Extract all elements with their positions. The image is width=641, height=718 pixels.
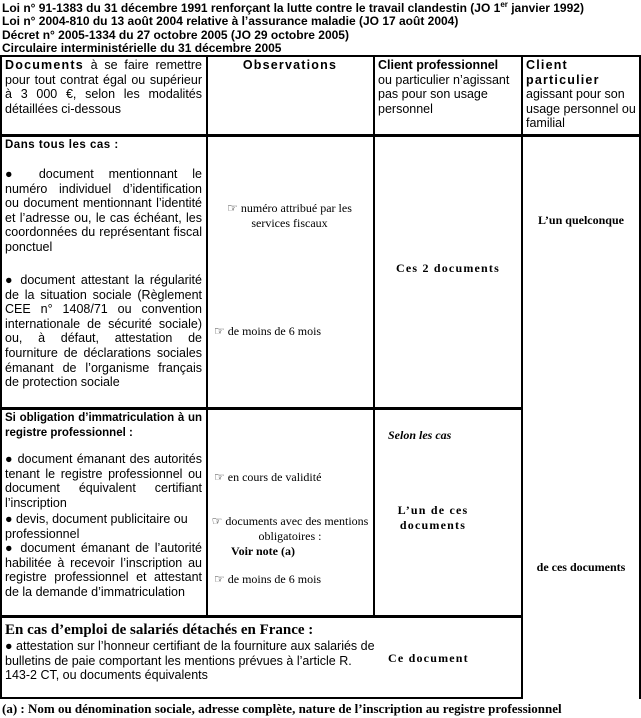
section1-observation-six-months: ☞ de moins de 6 mois	[214, 324, 322, 338]
section1-item-identification: ● document mentionnant le numéro individuel d’identification ou document mentionnant l’identité et l’adresse ou, le cas échéant, les coordonnées du représentant fiscal ponctuel	[5, 167, 202, 254]
law-reference-1: Loi n° 91-1383 du 31 décembre 1991 renforçant la lutte contre le travail clandestin (JO 1er janvier 1992)	[2, 0, 584, 15]
section2-observation-mandatory-mentions: ☞ documents avec des mentions obligatoires :	[211, 514, 369, 543]
section2-title: Si obligation d’immatriculation à un registre professionnel :	[5, 412, 202, 439]
observations-column-header: Observations	[242, 58, 338, 72]
divider-client-pro-client-part	[521, 55, 523, 699]
divider-documents-observations	[206, 55, 208, 617]
divider-observations-client-pro	[373, 55, 375, 617]
section2-item-registration-request: ● document émanant de l’autorité habilitée à recevoir l’inscription au registre professionnel et attestant de la demande d’immatriculation	[5, 541, 202, 599]
section2-observation-validity: ☞ en cours de validité	[214, 470, 322, 484]
section1-bottom-border	[0, 407, 522, 410]
circular-reference: Circulaire interministérielle du 31 décembre 2005	[2, 40, 282, 55]
section3-bottom-border	[0, 697, 522, 699]
client-pro-column-header: Client professionnel ou particulier n’agissant pas pour son usage personnel	[378, 58, 510, 116]
section2-client-pro-note: Selon les cas	[388, 428, 452, 442]
header-bottom-border	[0, 134, 641, 137]
table-top-border	[0, 55, 641, 57]
section1-client-part-value: L’un quelconque	[538, 213, 624, 227]
section2-item-registry-document: ● document émanant des autorités tenant le registre professionnel ou document équivalent certifiant l’inscription	[5, 452, 202, 510]
section1-client-pro-value: Ces 2 documents	[396, 261, 500, 275]
section1-item-social-status: ● document attestant la régularité de la situation sociale (Règlement CEE n° 1408/71 ou convention internationale de sécurité sociale) ou, à défaut, attestation de fourniture de déclarations sociales émanant de l’organisme français de protection sociale	[5, 273, 202, 390]
section1-title: Dans tous les cas :	[5, 139, 119, 151]
documents-column-header: Documents à se faire remettre pour tout contrat égal ou supérieur à 3 000 €, selon les modalités détaillées ci-dessous	[5, 58, 202, 116]
section2-client-part-value: de ces documents	[536, 560, 626, 574]
section2-observation-note-link: Voir note (a)	[231, 544, 295, 558]
decree-reference: Décret n° 2005-1334 du 27 octobre 2005 (JO 29 octobre 2005)	[2, 27, 349, 42]
section2-observation-six-months: ☞ de moins de 6 mois	[214, 572, 322, 586]
section3-client-pro-value: Ce document	[388, 651, 469, 665]
section3-item-detached-workers: ● attestation sur l’honneur certifiant de la fourniture aux salariés de bulletins de paie comportant les mentions prévues à l’article R. 143-2 CT, ou documents équivalents	[5, 639, 375, 683]
section2-item-quote: ● devis, document publicitaire ou professionnel	[5, 512, 188, 541]
table-left-border	[0, 55, 2, 699]
section2-bottom-border	[0, 615, 522, 618]
section2-client-pro-value: L’un de ces documents	[397, 503, 469, 532]
footnote-a: (a) : Nom ou dénomination sociale, adresse complète, nature de l’inscription au registre professionnel	[2, 701, 562, 716]
section3-title: En cas d’emploi de salariés détachés en France :	[5, 622, 314, 638]
law-reference-2: Loi n° 2004-810 du 13 août 2004 relative à l’assurance maladie (JO 17 août 2004)	[2, 14, 459, 29]
client-part-column-header: Client particulier agissant pour son usage personnel ou familial	[526, 58, 636, 131]
legal-references-header	[2, 2, 584, 55]
section1-observation-tax-number: ☞ numéro attribué par les services fiscaux	[227, 201, 352, 230]
